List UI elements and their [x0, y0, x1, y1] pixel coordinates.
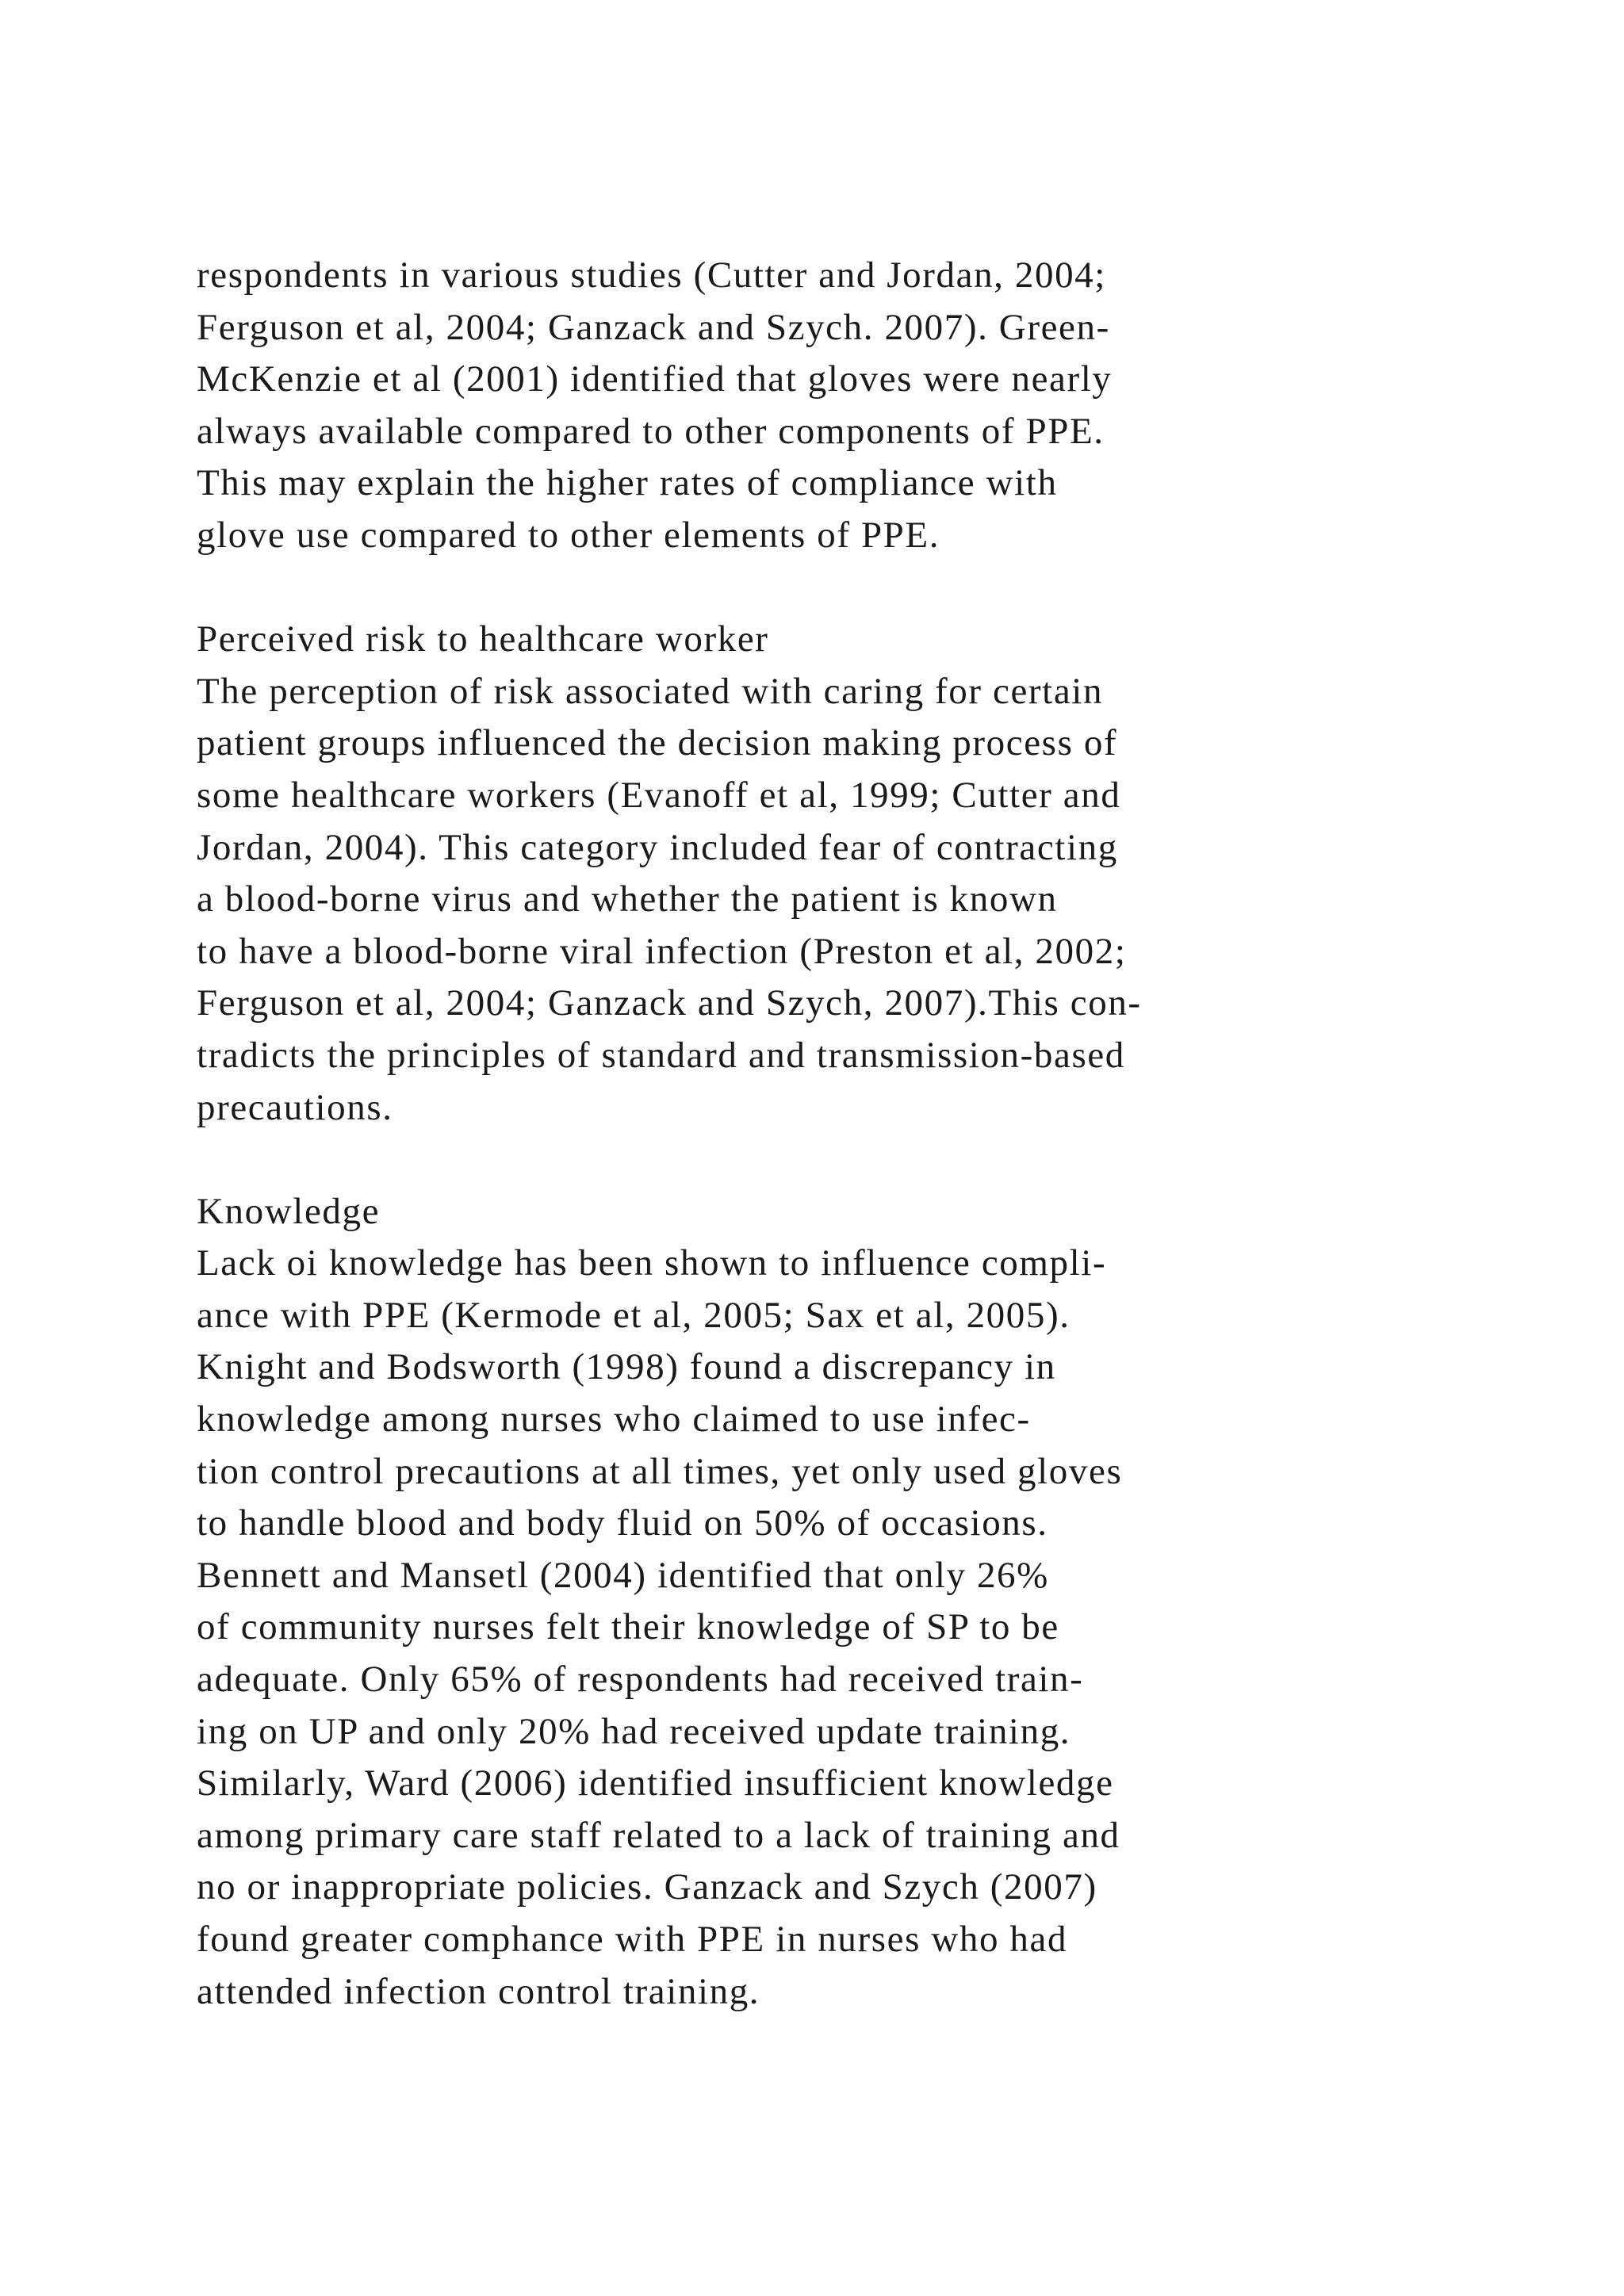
text-line: glove use compared to other elements of PPE. [197, 514, 940, 556]
text-line: McKenzie et al (2001) identified that gloves were nearly [197, 358, 1113, 400]
section-heading: Knowledge [197, 1190, 381, 1232]
text-line: The perception of risk associated with caring for certain [197, 670, 1104, 712]
intro-paragraph [197, 250, 1561, 562]
text-line: Bennett and Mansetl (2004) identified that only 26% [197, 1554, 1049, 1596]
text-line: knowledge among nurses who claimed to use infec- [197, 1399, 1031, 1441]
text-line: Jordan, 2004). This category included fear of contracting [197, 826, 1118, 868]
text-line: patient groups influenced the decision making process of [197, 722, 1118, 764]
text-line: to have a blood-borne viral infection (Preston et al, 2002; [197, 930, 1127, 972]
paragraph-spacer [197, 562, 1561, 614]
text-line: of community nurses felt their knowledge of SP to be [197, 1606, 1059, 1648]
section-heading: Perceived risk to healthcare worker [197, 618, 769, 660]
text-line: among primary care staff related to a lack of training and [197, 1814, 1120, 1856]
paragraph-spacer [197, 1134, 1561, 1186]
text-line: ance with PPE (Kermode et al, 2005; Sax et al, 2005). [197, 1294, 1071, 1336]
text-line: Ferguson et al, 2004; Ganzack and Szych. 2007). Green- [197, 306, 1110, 348]
text-line: Ferguson et al, 2004; Ganzack and Szych, 2007).This con- [197, 982, 1142, 1024]
text-line: respondents in various studies (Cutter and Jordan, 2004; [197, 254, 1106, 296]
text-line: Similarly, Ward (2006) identified insufficient knowledge [197, 1762, 1114, 1804]
document-body [197, 250, 1561, 2018]
text-line: tradicts the principles of standard and transmission-based [197, 1034, 1125, 1076]
text-line: always available compared to other components of PPE. [197, 410, 1105, 452]
text-line: attended infection control training. [197, 1970, 760, 2012]
text-line: found greater comphance with PPE in nurses who had [197, 1919, 1068, 1960]
text-line: Knight and Bodsworth (1998) found a discrepancy in [197, 1346, 1056, 1388]
text-line: ing on UP and only 20% had received update training. [197, 1710, 1071, 1752]
section-knowledge [197, 1186, 1561, 2019]
text-line: precautions. [197, 1086, 393, 1128]
section-perceived-risk [197, 614, 1561, 1134]
text-line: This may explain the higher rates of compliance with [197, 462, 1058, 504]
text-line: tion control precautions at all times, yet only used gloves [197, 1450, 1123, 1492]
text-line: adequate. Only 65% of respondents had received train- [197, 1659, 1084, 1701]
text-line: some healthcare workers (Evanoff et al, 1999; Cutter and [197, 774, 1121, 816]
text-line: Lack oi knowledge has been shown to influence compli- [197, 1242, 1107, 1284]
text-line: to handle blood and body fluid on 50% of occasions. [197, 1502, 1048, 1544]
text-line: no or inappropriate policies. Ganzack and Szych (2007) [197, 1866, 1097, 1908]
text-line: a blood-borne virus and whether the patient is known [197, 878, 1058, 920]
